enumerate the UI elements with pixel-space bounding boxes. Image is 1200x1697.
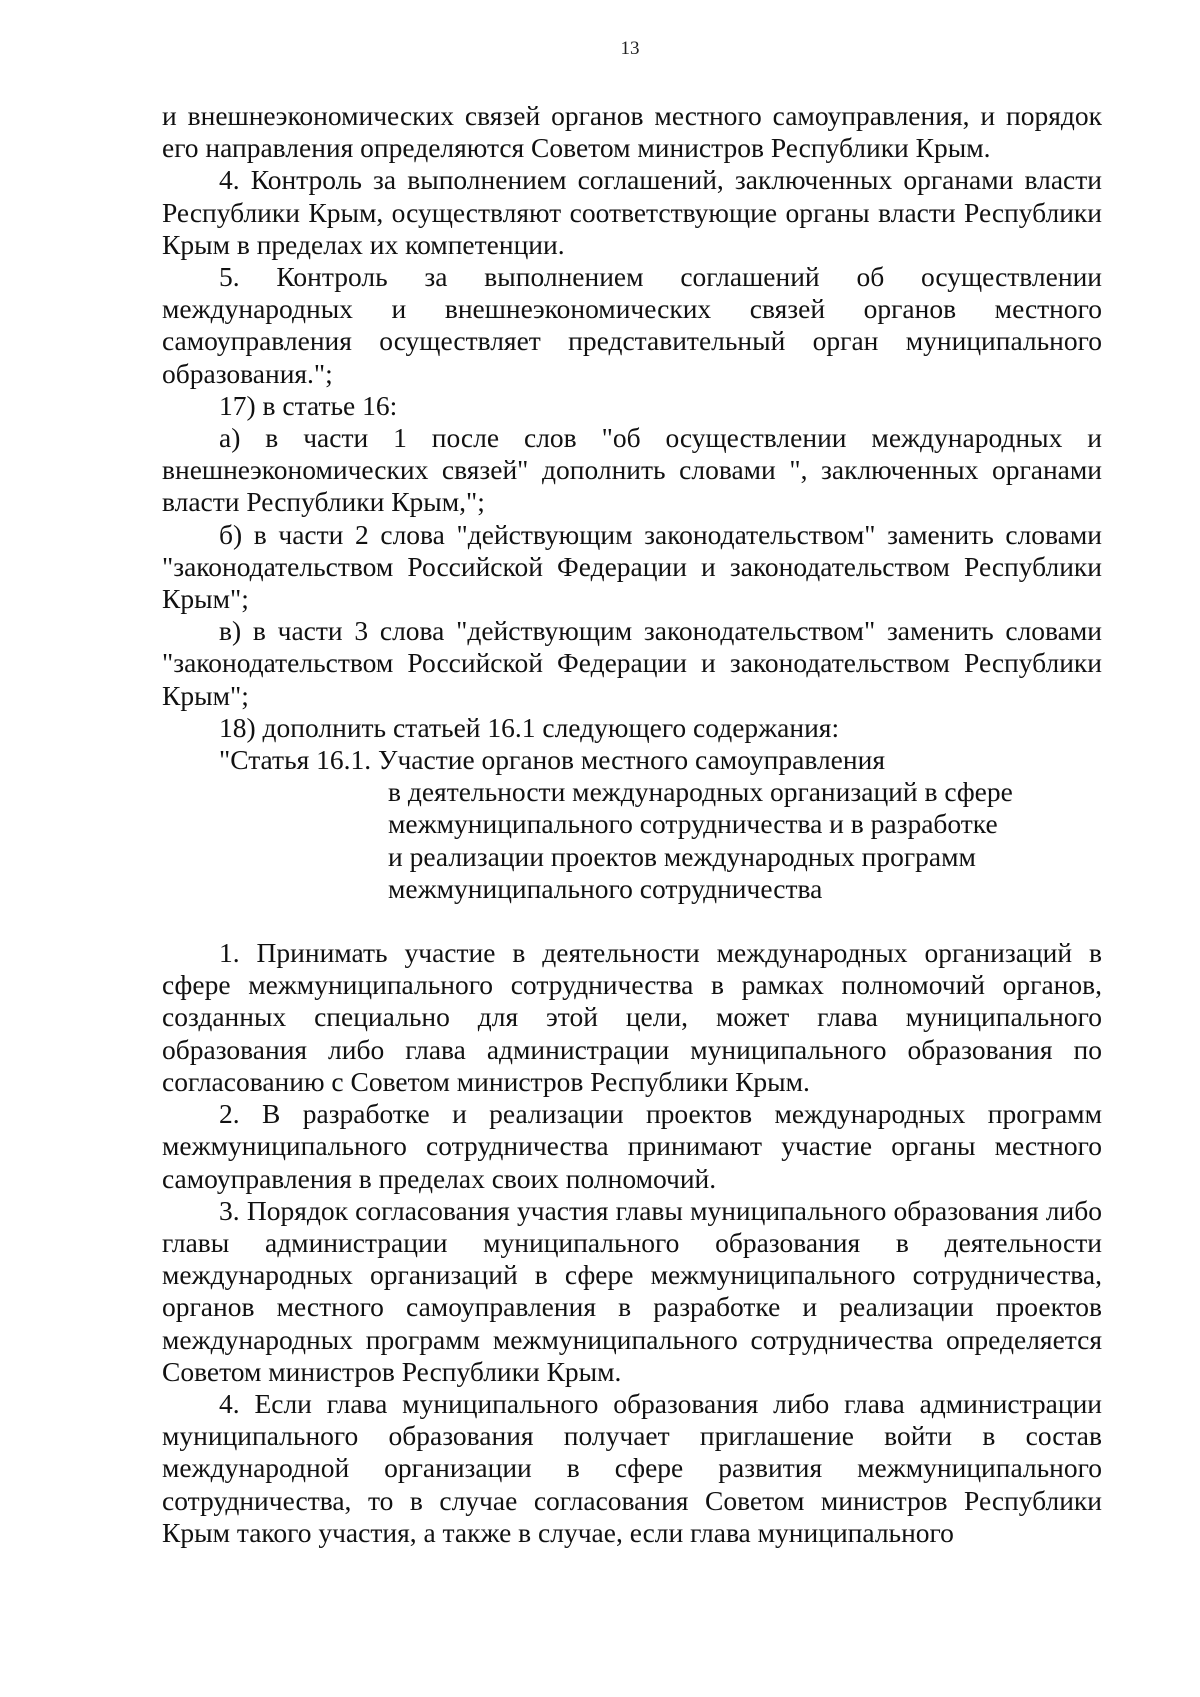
paragraph: 4. Контроль за выполнением соглашений, заключенных органами власти Республики Крым, осуществляют соответствующие органы власти Республики Крым в пределах их компетенции. — [162, 164, 1102, 260]
article-heading-first-line: "Статья 16.1. Участие органов местного самоуправления — [219, 744, 885, 776]
article-heading-line: межмуниципального сотрудничества и в разработке — [388, 808, 998, 840]
paragraphs-after — [162, 937, 1102, 1549]
page-number: 13 — [620, 38, 640, 59]
article-heading-line: межмуниципального сотрудничества — [388, 872, 823, 904]
paragraph: 18) дополнить статьей 16.1 следующего содержания: — [219, 711, 840, 743]
section-spacer — [162, 905, 1102, 937]
paragraph: 5. Контроль за выполнением соглашений об осуществлении международных и внешнеэкономических связей органов местного самоуправления осуществляет представительный орган муниципального образования."; — [162, 261, 1102, 389]
paragraphs-before — [162, 100, 1102, 744]
document-body — [162, 100, 1102, 1549]
article-heading-line: в деятельности международных организаций в сфере — [388, 776, 1013, 808]
paragraph: 2. В разработке и реализации проектов международных программ межмуниципального сотрудничества принимают участие органы местного самоуправления в пределах своих полномочий. — [162, 1098, 1102, 1194]
paragraph: б) в части 2 слова "действующим законодательством" заменить словами "законодательством Российской Федерации и законодательством Республики Крым"; — [162, 518, 1102, 615]
paragraph: 17) в статье 16: — [219, 389, 398, 421]
paragraph: а) в части 1 после слов "об осуществлении международных и внешнеэкономических связей" дополнить словами ", заключенных органами власти Республики Крым,"; — [162, 422, 1102, 518]
paragraph: 3. Порядок согласования участия главы муниципального образования либо главы администрации муниципального образования в деятельности международных организаций в сфере межмуниципального сотрудничества, органов местного самоуправления в разработке и реализации проектов международных программ межмуниципального сотрудничества определяется Советом министров Республики Крым. — [162, 1194, 1102, 1387]
paragraph: и внешнеэкономических связей органов местного самоуправления, и порядок его направления определяются Советом министров Республики Крым. — [162, 100, 1102, 164]
paragraph: 1. Принимать участие в деятельности международных организаций в сфере межмуниципального сотрудничества в рамках полномочий органов, созданных специально для этой цели, может глава муниципального образования либо глава администрации муниципального образования по согласованию с Советом министров Республики Крым. — [162, 937, 1102, 1097]
paragraph: 4. Если глава муниципального образования либо глава администрации муниципального образования получает приглашение войти в состав международной организации в сфере развития межмуниципального сотрудничества, то в случае согласования Советом министров Республики Крым такого участия, а также в случае, если глава муниципального — [162, 1387, 1102, 1548]
paragraph: в) в части 3 слова "действующим законодательством" заменить словами "законодательством Российской Федерации и законодательством Республики Крым"; — [162, 615, 1102, 711]
article-heading-line: и реализации проектов международных программ — [388, 840, 976, 872]
article-heading — [162, 744, 1102, 905]
